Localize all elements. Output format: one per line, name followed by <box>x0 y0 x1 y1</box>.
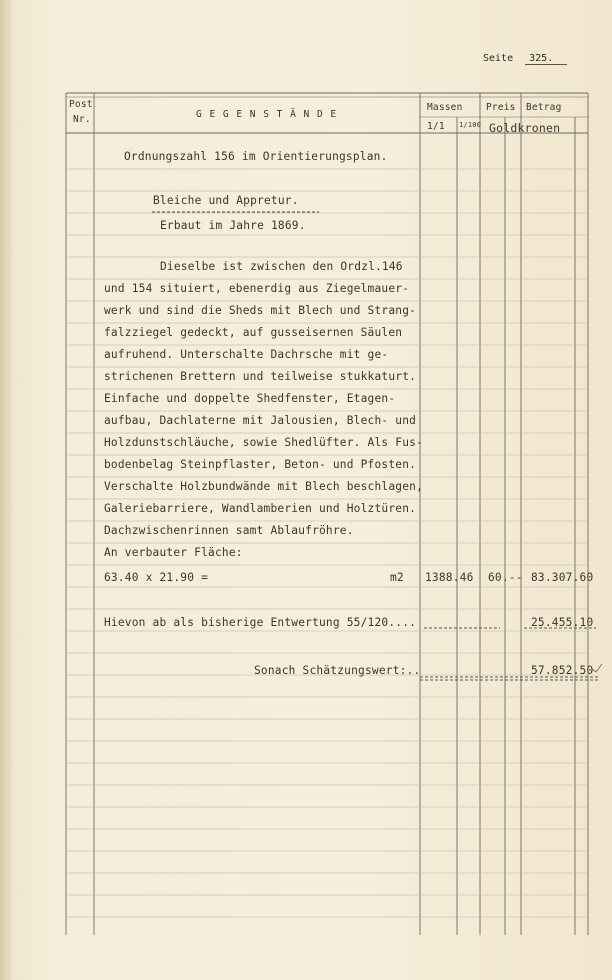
description-line: und 154 situiert, ebenerdig aus Ziegelmauer- <box>104 282 410 295</box>
header-nr: Nr. <box>73 114 91 125</box>
header-masse-unit2: 1/100 <box>459 121 482 129</box>
description-line: Verschalte Holzbundwände mit Blech beschlagen, <box>104 480 424 493</box>
deduction-text: Hievon ab als bisherige Entwertung 55/120.... <box>104 616 417 629</box>
ordnungszahl-line: Ordnungszahl 156 im Orientierungsplan. <box>124 150 388 163</box>
deduction-amount: 25.455.10 <box>531 616 594 629</box>
description-line: Einfache und doppelte Shedfenster, Etagen- <box>104 392 396 405</box>
description-line: Holzdunstschläuche, sowie Shedlüfter. Als Fus- <box>104 436 424 449</box>
area-mass: 1388.46 <box>425 571 474 584</box>
result-amount: 57.852.50 <box>531 664 594 677</box>
page-number-value: 325. <box>525 53 567 65</box>
section-title: Bleiche und Appretur. <box>153 194 299 207</box>
header-preis: Preis <box>486 102 516 113</box>
result-text: Sonach Schätzungswert:.. <box>254 664 421 677</box>
description-line: aufbau, Dachlaterne mit Jalousien, Blech- und <box>104 414 417 427</box>
area-formula: 63.40 x 21.90 = <box>104 571 209 584</box>
description-line: An verbauter Fläche: <box>104 546 243 559</box>
description-line: Galeriebarriere, Wandlamberien und Holztüren. <box>104 502 417 515</box>
header-betrag: Betrag <box>526 102 562 113</box>
description-line: falzziegel gedeckt, auf gusseisernen Säulen <box>104 326 403 339</box>
header-post: Post <box>69 99 93 110</box>
description-line: Dieselbe ist zwischen den Ordzl.146 <box>160 260 403 273</box>
header-massen: Massen <box>427 102 463 113</box>
area-unit: m2 <box>390 571 404 584</box>
description-line: bodenbelag Steinpflaster, Beton- und Pfosten. <box>104 458 417 471</box>
gross-amount: 83.307.60 <box>531 571 594 584</box>
description-line: aufruhend. Unterschalte Dachrsche mit ge- <box>104 348 389 361</box>
header-masse-unit1: 1/1 <box>427 121 445 132</box>
description-line: Dachzwischenrinnen samt Ablaufröhre. <box>104 524 354 537</box>
header-gegenstaende: G E G E N S T Ä N D E <box>196 109 338 120</box>
page-label: Seite <box>483 53 514 64</box>
header-currency: Goldkronen <box>489 121 561 135</box>
unit-price: 60.-- <box>488 571 523 584</box>
description-line: strichenen Brettern und teilweise stukkaturt. <box>104 370 417 383</box>
description-line: werk und sind die Sheds mit Blech und Strang- <box>104 304 417 317</box>
built-year: Erbaut im Jahre 1869. <box>160 219 306 232</box>
